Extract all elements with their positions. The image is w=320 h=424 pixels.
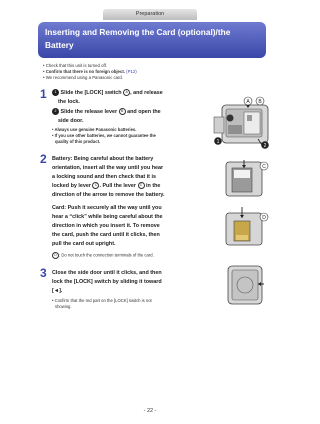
note-panasonic-card: • We recommend using a Panasonic card.: [43, 75, 124, 80]
battery-insert-illustration: [222, 158, 270, 200]
marker-c-icon: C: [92, 182, 99, 189]
step-2-card-line-2: hear a “click” while being careful about the: [52, 214, 163, 220]
step-1a-text: Slide the [LOCK] switch: [60, 90, 122, 96]
page-title-bar: [38, 22, 266, 58]
step-2-card-line-4: the card, push the card until it clicks, then: [52, 232, 160, 238]
note-turned-off: • Check that this unit is turned off.: [43, 63, 108, 68]
figure-label-1: 1: [216, 138, 220, 145]
marker-d-icon: D: [52, 252, 59, 259]
figure-label-b: B: [258, 98, 262, 105]
step-1b-line-1: [52, 108, 161, 117]
figure-label-a: A: [246, 98, 250, 105]
step-1b-line-2: side door.: [58, 117, 84, 124]
step-3-bullet-1b: showing.: [55, 304, 72, 309]
step-1-number: 1: [40, 87, 47, 101]
step-1-bullet-1: • Always use genuine Panasonic batteries.: [52, 127, 137, 132]
title-line-1: Inserting and Removing the Card (optional)/the: [45, 27, 231, 37]
close-door-illustration: [224, 260, 268, 308]
step-2-line-4-a: locked by lever: [52, 183, 91, 189]
step-3-number: 3: [40, 266, 47, 280]
step-2-card-line-5: pull the card out upright.: [52, 241, 116, 247]
step-2-line-1: Battery: Being careful about the battery: [52, 156, 154, 162]
step-1-bullet-2: • If you use other batteries, we cannot guarantee the: [52, 133, 156, 138]
step-2-card-note: [52, 252, 154, 259]
step-3-bullet-1: • Confirm that the red part on the [LOCK] switch is not: [52, 298, 152, 303]
marker-c-icon-2: C: [138, 182, 145, 189]
step-2-line-3: a locking sound and then check that it is: [52, 174, 156, 180]
step-3-line-1: Close the side door until it clicks, and then: [52, 270, 162, 276]
step-2-line-2: orientation, insert all the way until you hear: [52, 165, 164, 171]
marker-b-icon: B: [119, 108, 126, 115]
step-2-card-line-1: Card: Push it securely all the way until you: [52, 205, 162, 211]
step-3-line-2: lock the [LOCK] switch by sliding it toward: [52, 279, 162, 285]
step-1a-line-1: [52, 89, 163, 98]
camera-door-illustration: [212, 95, 274, 150]
step-2-number: 2: [40, 152, 47, 166]
figure-label-c: C: [262, 163, 266, 170]
page-title: [45, 26, 261, 52]
step-2-line-4-b: . Pull the lever: [99, 183, 137, 189]
step-1b-text: Slide the release lever: [60, 109, 118, 115]
figure-label-d: D: [262, 214, 266, 221]
step-2-line-4: [52, 182, 160, 191]
card-insert-illustration: [222, 205, 270, 249]
marker-2-icon: 2: [52, 108, 59, 115]
marker-1-icon: 1: [52, 89, 59, 96]
section-tab: Preparation: [103, 9, 197, 20]
step-1a-text-end: , and release: [130, 90, 163, 96]
step-2-card-note-text: : Do not touch the connection terminals of the card.: [59, 252, 154, 258]
marker-a-icon: A: [123, 89, 130, 96]
page-reference-link[interactable]: (P12): [126, 69, 137, 74]
step-1a-line-2: the lock.: [58, 98, 80, 105]
step-3-line-3: [◄].: [52, 288, 63, 294]
step-1b-text-end: and open the: [127, 109, 161, 115]
step-1-bullet-2b: quality of this product.: [55, 139, 101, 144]
page-number: - 22 -: [143, 408, 157, 414]
step-2-line-4-c: in the: [146, 183, 161, 189]
step-2-card-line-3: direction in which you insert it. To remove: [52, 223, 160, 229]
step-2-line-5: direction of the arrow to remove the battery.: [52, 192, 165, 198]
note-foreign-object-text: • Confirm that there is no foreign object.: [43, 69, 125, 74]
figure-label-2: 2: [263, 142, 267, 149]
title-line-2: Battery: [45, 40, 74, 50]
